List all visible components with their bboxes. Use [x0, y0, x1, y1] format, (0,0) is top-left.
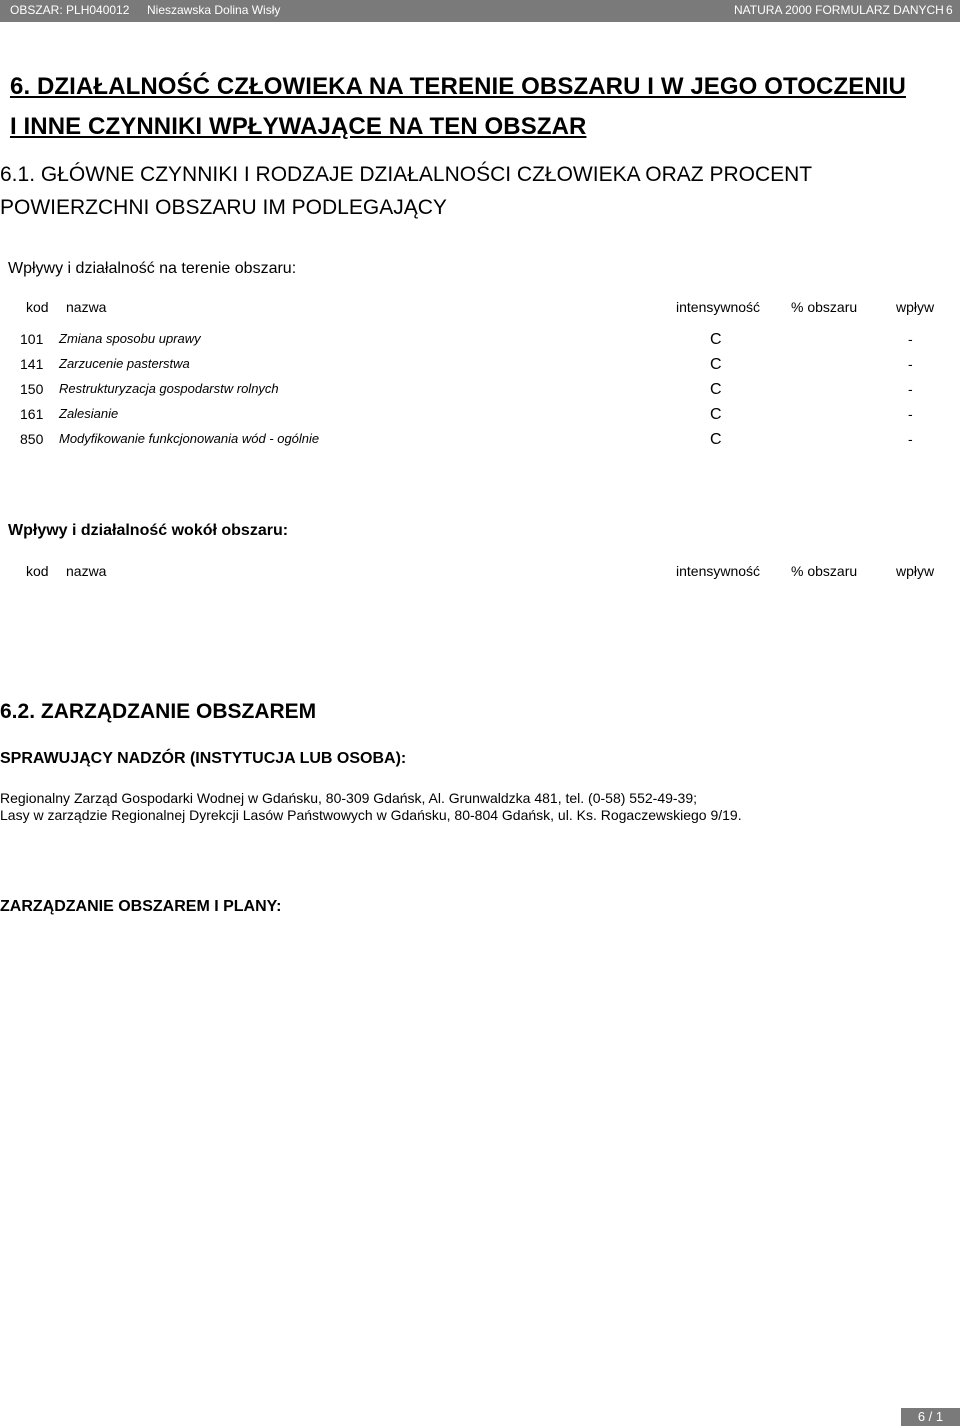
row-intensywnosc: C	[710, 331, 722, 348]
col-obszar: % obszaru	[791, 299, 858, 315]
col-nazwa: nazwa	[66, 563, 107, 579]
table-row	[0, 331, 960, 355]
row-wplyw: -	[908, 356, 913, 372]
col-obszar: % obszaru	[791, 563, 858, 579]
col-intensywnosc: intensywność	[676, 563, 761, 579]
section-title-line1: 6. DZIAŁALNOŚĆ CZŁOWIEKA NA TERENIE OBSZARU I W JEGO OTOCZENIU	[10, 73, 906, 100]
plans-heading: ZARZĄDZANIE OBSZAREM I PLANY:	[0, 898, 282, 915]
supervisor-line-1: Regionalny Zarząd Gospodarki Wodnej w Gdańsku, 80-309 Gdańsk, Al. Grunwaldzka 481, tel. (0-58) 552-49-39;	[0, 790, 698, 806]
supervisor-line-2: Lasy w zarządzie Regionalnej Dyrekcji Lasów Państwowych w Gdańsku, 80-804 Gdańsk, ul. Ks. Rogaczewskiego 9/19.	[0, 807, 742, 823]
col-intensywnosc: intensywność	[676, 299, 761, 315]
row-intensywnosc: C	[710, 356, 722, 373]
col-kod: kod	[26, 299, 49, 315]
col-wplyw: wpływ	[896, 299, 935, 315]
row-wplyw: -	[908, 431, 913, 447]
row-intensywnosc: C	[710, 406, 722, 423]
supervisor-heading: SPRAWUJĄCY NADZÓR (INSTYTUCJA LUB OSOBA):	[0, 750, 407, 767]
table-row	[0, 406, 960, 430]
row-nazwa: Zmiana sposobu uprawy	[59, 331, 201, 346]
row-intensywnosc: C	[710, 381, 722, 398]
row-intensywnosc: C	[710, 431, 722, 448]
section-title-line2: I INNE CZYNNIKI WPŁYWAJĄCE NA TEN OBSZAR	[10, 113, 587, 140]
row-wplyw: -	[908, 406, 913, 422]
row-kod: 150	[20, 381, 44, 397]
page-header-bar	[0, 0, 960, 22]
table-row	[0, 381, 960, 405]
on-site-heading: Wpływy i działalność na terenie obszaru:	[8, 260, 297, 277]
page-number: 6 / 1	[901, 1408, 960, 1426]
col-nazwa: nazwa	[66, 299, 107, 315]
row-kod: 141	[20, 356, 44, 372]
header-site-name: Nieszawska Dolina Wisły	[147, 3, 281, 17]
subsection-6-2-title: 6.2. ZARZĄDZANIE OBSZAREM	[0, 700, 317, 723]
header-section-number: 6	[946, 3, 953, 17]
subsection-6-1-title-line2: POWIERZCHNI OBSZARU IM PODLEGAJĄCY	[0, 196, 447, 219]
row-nazwa: Zalesianie	[59, 406, 119, 421]
row-wplyw: -	[908, 331, 913, 347]
row-kod: 101	[20, 331, 44, 347]
row-nazwa: Zarzucenie pasterstwa	[59, 356, 190, 371]
table-row	[0, 431, 960, 455]
header-form-name: NATURA 2000 FORMULARZ DANYCH	[734, 3, 944, 17]
row-wplyw: -	[908, 381, 913, 397]
col-kod: kod	[26, 563, 49, 579]
row-kod: 850	[20, 431, 44, 447]
row-nazwa: Restrukturyzacja gospodarstw rolnych	[59, 381, 279, 396]
col-wplyw: wpływ	[896, 563, 935, 579]
subsection-6-1-title-line1: 6.1. GŁÓWNE CZYNNIKI I RODZAJE DZIAŁALNOŚCI CZŁOWIEKA ORAZ PROCENT	[0, 163, 813, 186]
around-site-heading: Wpływy i działalność wokół obszaru:	[8, 522, 289, 539]
header-site-code: OBSZAR: PLH040012	[10, 3, 130, 17]
table-row	[0, 356, 960, 380]
row-kod: 161	[20, 406, 44, 422]
row-nazwa: Modyfikowanie funkcjonowania wód - ogólnie	[59, 431, 320, 446]
